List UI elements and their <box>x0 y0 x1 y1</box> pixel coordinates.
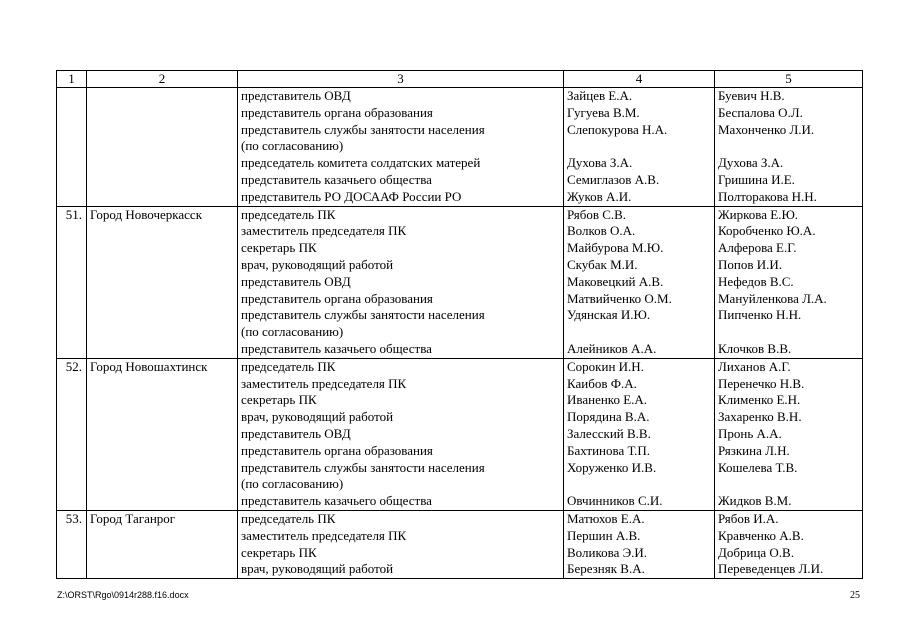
member-line: Каибов Ф.А. <box>567 375 637 391</box>
reserve-member-line: Попов И.И. <box>718 256 783 272</box>
reserve-member-line: Жиркова Е.Ю. <box>718 206 799 222</box>
reserve-member-line: Рябов И.А. <box>718 510 779 526</box>
role-line: представитель казачьего общества <box>241 493 432 509</box>
footer-page-number: 25 <box>850 590 860 601</box>
member-line: Сорокин И.Н. <box>567 358 644 374</box>
table-row <box>57 358 863 510</box>
role-line: председатель ПК <box>241 510 336 526</box>
role-line: представитель службы занятости населения <box>241 307 485 323</box>
member-line: Удянская И.Ю. <box>567 307 651 323</box>
role-line: врач, руководящий работой <box>241 561 394 577</box>
role-line: заместитель председателя ПК <box>241 223 407 239</box>
member-line <box>567 324 714 341</box>
role-line: представитель ОВД <box>241 425 351 441</box>
reserve-member-line: Буевич Н.В. <box>718 88 785 103</box>
role-line: представитель казачьего общества <box>241 340 432 356</box>
reserve-member-line: Пронь А.А. <box>718 425 782 441</box>
header-cell-5: 5 <box>715 71 863 88</box>
member-line: Майбурова М.Ю. <box>567 240 664 256</box>
member-line <box>567 138 714 155</box>
reserve-member-cell <box>715 206 863 358</box>
row-number: 52. <box>57 358 87 510</box>
member-line: Бахтинова Т.П. <box>567 442 651 458</box>
role-line: представитель ОВД <box>241 273 351 289</box>
role-cell <box>238 358 564 510</box>
role-line: представитель казачьего общества <box>241 171 432 187</box>
role-line: представитель органа образования <box>241 290 433 306</box>
header-cell-4: 4 <box>564 71 715 88</box>
reserve-member-line: Кошелева Т.В. <box>718 459 798 475</box>
role-line: (по согласованию) <box>241 138 344 154</box>
reserve-member-line: Клочков В.В. <box>718 340 792 356</box>
header-row <box>57 71 863 88</box>
reserve-member-line: Переведенцев Л.И. <box>718 561 824 577</box>
member-line: Зайцев Е.А. <box>567 88 633 103</box>
footer-file-path: Z:\ORST\Rgo\0914r288.f16.docx <box>57 590 189 600</box>
role-cell <box>238 206 564 358</box>
reserve-member-line: Лиханов А.Г. <box>718 358 791 374</box>
reserve-member-line <box>718 324 862 341</box>
row-number <box>57 88 87 207</box>
table-row <box>57 510 863 578</box>
role-line: представитель органа образования <box>241 104 433 120</box>
reserve-member-line: Мануйленкова Л.А. <box>718 290 827 306</box>
reserve-member-line <box>718 138 862 155</box>
member-line: Залесский В.В. <box>567 425 651 441</box>
member-line: Иваненко Е.А. <box>567 392 648 408</box>
member-line: Семиглазов А.В. <box>567 171 660 187</box>
member-line: Матвийченко О.М. <box>567 290 672 306</box>
city-name: Город Таганрог <box>87 510 238 578</box>
member-line: Гугуева В.М. <box>567 104 640 120</box>
reserve-member-line: Жидков В.М. <box>718 493 792 509</box>
reserve-member-cell <box>715 88 863 207</box>
reserve-member-cell <box>715 510 863 578</box>
member-cell <box>564 358 715 510</box>
reserve-member-line: Кравченко А.В. <box>718 527 804 543</box>
member-line: Першин А.В. <box>567 527 641 543</box>
role-line: председатель комитета солдатских матерей <box>241 155 481 171</box>
role-cell <box>238 88 564 207</box>
reserve-member-cell <box>715 358 863 510</box>
reserve-member-line: Полторакова Н.Н. <box>718 188 817 204</box>
role-line: представитель службы занятости населения <box>241 459 485 475</box>
header-cell-2: 2 <box>87 71 238 88</box>
member-line: Рябов С.В. <box>567 206 627 222</box>
reserve-member-line: Захаренко В.Н. <box>718 409 802 425</box>
member-line: Духова З.А. <box>567 155 633 171</box>
city-name: Город Новочеркасск <box>87 206 238 358</box>
member-line: Маковецкий А.В. <box>567 273 664 289</box>
role-line: (по согласованию) <box>241 476 344 492</box>
reserve-member-line <box>718 476 862 493</box>
table-row <box>57 206 863 358</box>
member-line <box>567 476 714 493</box>
role-line: врач, руководящий работой <box>241 256 394 272</box>
role-line: заместитель председателя ПК <box>241 527 407 543</box>
member-line: Порядина В.А. <box>567 409 650 425</box>
row-number: 53. <box>57 510 87 578</box>
city-name: Город Новошахтинск <box>87 358 238 510</box>
role-line: секретарь ПК <box>241 240 317 256</box>
header-cell-3: 3 <box>238 71 564 88</box>
reserve-member-line: Клименко Е.Н. <box>718 392 801 408</box>
table-row <box>57 88 863 207</box>
role-line: председатель ПК <box>241 206 336 222</box>
reserve-member-line: Добрица О.В. <box>718 544 794 560</box>
member-line: Матюхов Е.А. <box>567 510 645 526</box>
role-line: председатель ПК <box>241 358 336 374</box>
reserve-member-line: Коробченко Ю.А. <box>718 223 816 239</box>
role-line: представитель службы занятости населения <box>241 121 485 137</box>
role-line: представитель РО ДОСААФ России РО <box>241 188 462 204</box>
role-line: заместитель председателя ПК <box>241 375 407 391</box>
role-line: секретарь ПК <box>241 392 317 408</box>
member-line: Березняк В.А. <box>567 561 645 577</box>
role-line: представитель ОВД <box>241 88 351 103</box>
member-cell <box>564 88 715 207</box>
member-cell <box>564 206 715 358</box>
reserve-member-line: Беспалова О.Л. <box>718 104 803 120</box>
member-line: Воликова Э.И. <box>567 544 648 560</box>
role-line: секретарь ПК <box>241 544 317 560</box>
member-line: Хоруженко И.В. <box>567 459 657 475</box>
city-name <box>87 88 238 207</box>
row-number: 51. <box>57 206 87 358</box>
member-line: Алейников А.А. <box>567 340 657 356</box>
role-cell <box>238 510 564 578</box>
reserve-member-line: Перенечко Н.В. <box>718 375 805 391</box>
member-line: Волков О.А. <box>567 223 636 239</box>
role-line: врач, руководящий работой <box>241 409 394 425</box>
role-line: представитель органа образования <box>241 442 433 458</box>
header-cell-1: 1 <box>57 71 87 88</box>
reserve-member-line: Рязкина Л.Н. <box>718 442 790 458</box>
reserve-member-line: Пипченко Н.Н. <box>718 307 802 323</box>
reserve-member-line: Духова З.А. <box>718 155 784 171</box>
member-line: Овчинников С.И. <box>567 493 663 509</box>
role-line: (по согласованию) <box>241 324 344 340</box>
commission-table <box>56 70 863 579</box>
member-line: Скубак М.И. <box>567 256 638 272</box>
reserve-member-line: Гришина И.Е. <box>718 171 795 187</box>
member-line: Слепокурова Н.А. <box>567 121 668 137</box>
member-line: Жуков А.И. <box>567 188 632 204</box>
member-cell <box>564 510 715 578</box>
reserve-member-line: Нефедов В.С. <box>718 273 794 289</box>
reserve-member-line: Махонченко Л.И. <box>718 121 815 137</box>
reserve-member-line: Алферова Е.Г. <box>718 240 797 256</box>
